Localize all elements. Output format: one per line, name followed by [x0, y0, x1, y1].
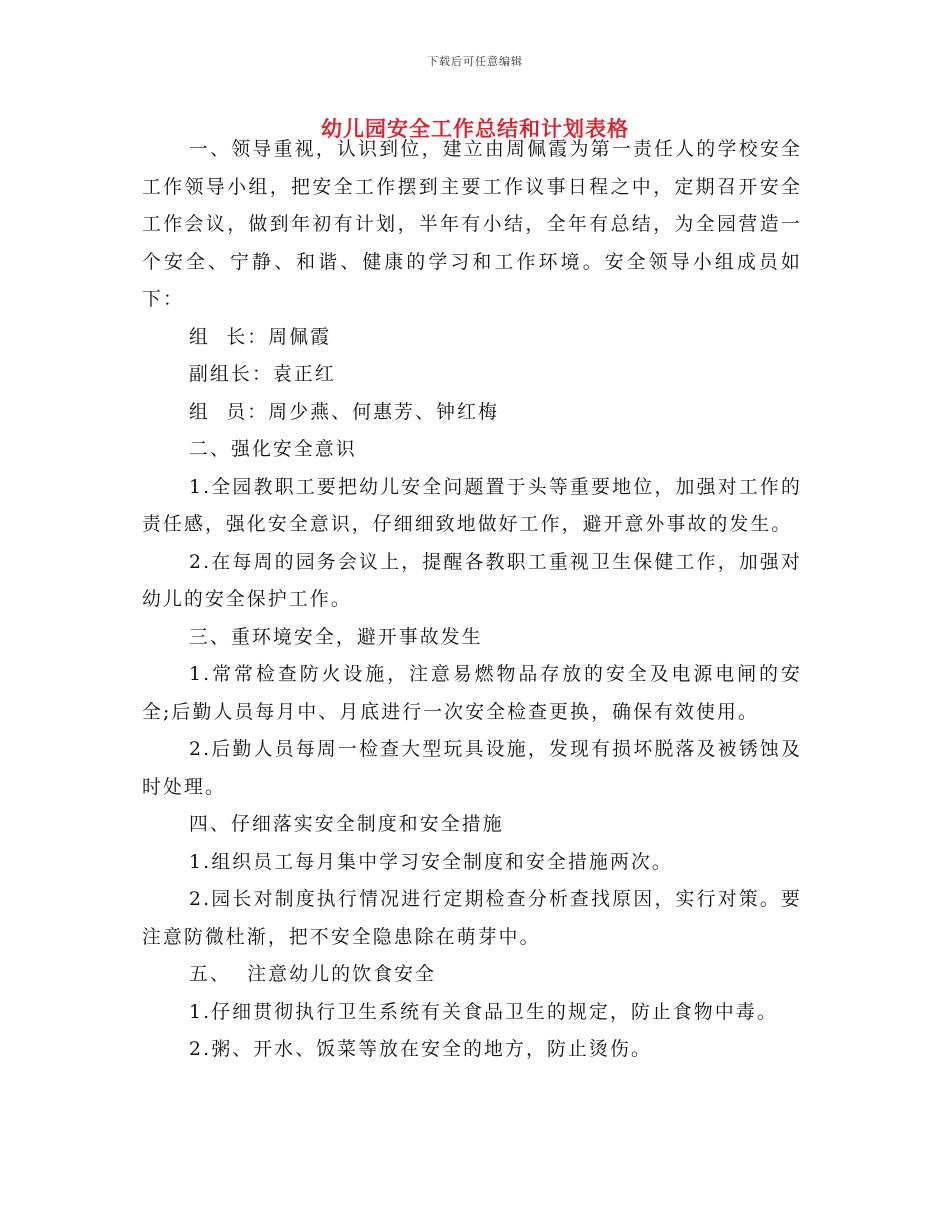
paragraph-members: 组 员：周少燕、何惠芳、钟红梅	[189, 401, 500, 423]
paragraph-environment-1: 1.常常检查防火设施，注意易燃物品存放的安全及电源电闸的安全;后勤人员每月中、月底进行一次安全检查更换，确保有效使用。	[142, 664, 802, 723]
section-heading-measures: 四、仔细落实安全制度和安全措施	[189, 814, 504, 835]
paragraph-food-2: 2.粥、开水、饭菜等放在安全的地方，防止烫伤。	[189, 1039, 652, 1060]
paragraph-leadership: 一、领导重视，认识到位，建立由周佩霞为第一责任人的学校安全工作领导小组，把安全工作摆到主要工作议事日程之中，定期召开安全工作会议，做到年初有计划，半年有小结，全年有总结，为全园营造一个安全、宁静、和谐、健康的学习和工作环境。安全领导小组成员如下：	[142, 139, 802, 310]
paragraph-leader: 组 长：周佩霞	[189, 326, 332, 348]
document-title: 幼儿园安全工作总结和计划表格	[321, 116, 629, 141]
paragraph-food-1: 1.仔细贯彻执行卫生系统有关食品卫生的规定，防止食物中毒。	[189, 1001, 778, 1023]
paragraph-measures-1: 1.组织员工每月集中学习安全制度和安全措施两次。	[189, 851, 673, 873]
section-heading-environment: 三、重环境安全，避开事故发生	[189, 626, 483, 648]
section-heading-awareness: 二、强化安全意识	[189, 439, 357, 460]
paragraph-environment-2: 2.后勤人员每周一检查大型玩具设施，发现有损坏脱落及被锈蚀及时处理。	[142, 739, 802, 798]
paragraph-awareness-2: 2.在每周的园务会议上，提醒各教职工重视卫生保健工作，加强对幼儿的安全保护工作。	[142, 551, 802, 610]
paragraph-awareness-1: 1.全园教职工要把幼儿安全问题置于头等重要地位，加强对工作的责任感，强化安全意识，仔细细致地做好工作，避开意外事故的发生。	[142, 476, 802, 535]
header-note: 下载后可任意编辑	[427, 55, 523, 68]
document-body	[142, 131, 802, 1069]
section-heading-food: 五、 注意幼儿的饮食安全	[189, 964, 437, 985]
paragraph-measures-2: 2.园长对制度执行情况进行定期检查分析查找原因，实行对策。要注意防微杜渐，把不安全隐患除在萌芽中。	[142, 889, 802, 948]
paragraph-deputy-leader: 副组长：袁正红	[189, 364, 336, 385]
